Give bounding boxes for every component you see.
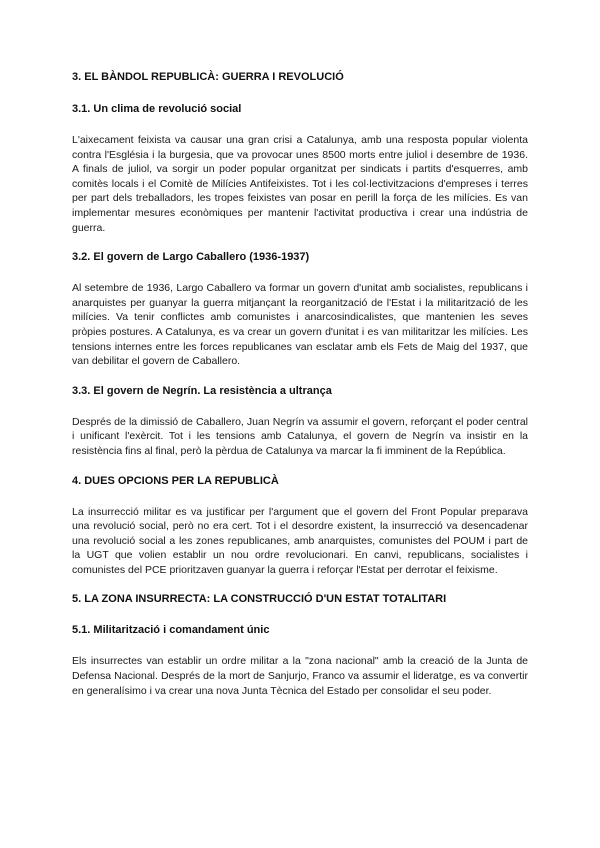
paragraph-3-2: Al setembre de 1936, Largo Caballero va formar un govern d'unitat amb socialistes, republicans i anarquistes per guanyar la guerra mitjançant la reorganització de l'Estat i la militarització de les milícies. Va tenir conflictes amb comunistes i anarcosindicalistes, que mantenien les seves pròpies postures. A Catalunya, es va crear un govern d'unitat i es van militaritzar les milícies. Les tensions internes entre les forces republicanes van esclatar amb els Fets de Maig del 1937, que van debilitar el govern de Caballero.: [72, 282, 528, 368]
paragraph-5-1: Els insurrectes van establir un ordre militar a la "zona nacional" amb la creació de la Junta de Defensa Nacional. Després de la mort de Sanjurjo, Franco va assumir el lideratge, es va convertir en generalísimo i va crear una nova Junta Tècnica del Estado per consolidar el seu poder.: [72, 655, 528, 697]
document-body: [72, 70, 528, 698]
paragraph-4: La insurrecció militar es va justificar per l'argument que el govern del Front Popular preparava una revolució social, però no era cert. Tot i el desordre existent, la insurrecció va desencadenar una revolució social a les zones republicanes, amb anarquistes, comunistes del POUM i part de la UGT que volien establir un nou ordre revolucionari. En canvi, republicans, socialistes i comunistes del PCE prioritzaven guanyar la guerra i reforçar l'Estat per derrotar el feixisme.: [72, 505, 528, 576]
paragraph-3-1: L'aixecament feixista va causar una gran crisi a Catalunya, amb una resposta popular violenta contra l'Església i la burgesia, que va provocar unes 8500 morts entre juliol i desembre de 1936. A finals de juliol, va sorgir un poder popular organitzat per sindicats i partits d'esquerres, amb comitès locals i el Comitè de Milícies Antifeixistes. Tot i les col·lectivitzacions d'empreses i terres per part dels treballadors, les tropes feixistes van posar en perill la força de les milícies. Es van implementar mesures econòmiques per mantenir l'activitat productiva i crear una indústria de guerra.: [72, 134, 528, 234]
section-heading-5: 5. LA ZONA INSURRECTA: LA CONSTRUCCIÓ D'UN ESTAT TOTALITARI: [72, 593, 447, 606]
section-heading-5-1: 5.1. Militarització i comandament únic: [72, 624, 270, 637]
section-heading-3-1: 3.1. Un clima de revolució social: [72, 103, 242, 115]
section-heading-3-2: 3.2. El govern de Largo Caballero (1936-1937): [72, 251, 310, 264]
section-heading-3: 3. EL BÀNDOL REPUBLICÀ: GUERRA I REVOLUCIÓ: [72, 71, 344, 83]
section-heading-3-3: 3.3. El govern de Negrín. La resistència a ultrança: [72, 384, 332, 397]
paragraph-3-3: Després de la dimissió de Caballero, Juan Negrín va assumir el govern, reforçant el poder central i unificant l'exèrcit. Tot i les tensions amb Catalunya, el govern de Negrín va insistir en la resistència fins al final, però la pèrdua de Catalunya va marcar la fi imminent de la República.: [72, 415, 528, 457]
section-heading-4: 4. DUES OPCIONS PER LA REPUBLICÀ: [72, 474, 279, 487]
